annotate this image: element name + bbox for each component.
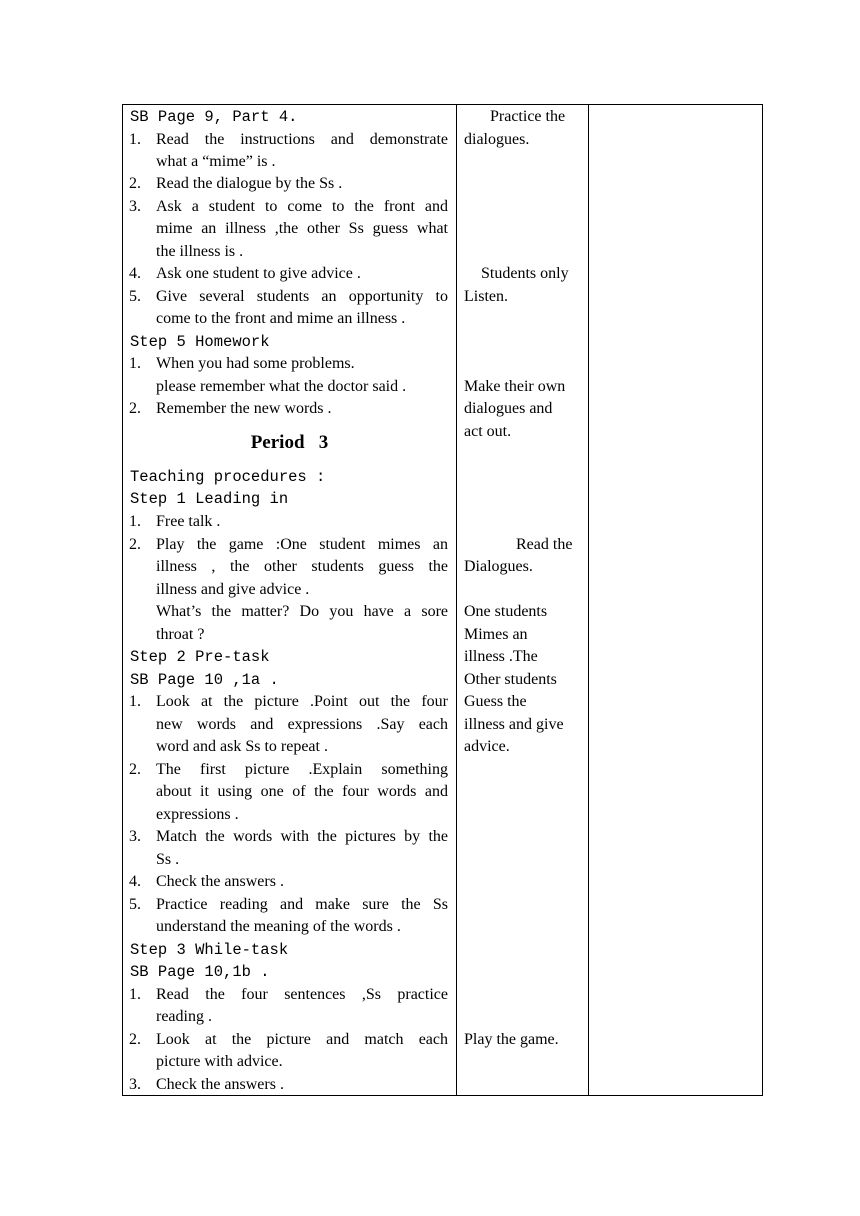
- lesson-table: SB Page 9, Part 4. 1. Read the instructions and demonstrate what a “mime” is . 2. Read the dialogue by the Ss . 3. Ask a student to come to the front and mime an illness ,the other Ss guess what the illness is . 4. Ask one student to give advice . 5. Give several students an opportunity to come to the front and mime an illness . Step 5 Homework 1. When you had some problems. please remember what the doctor said . 2. Remember the new words . Period 3 Teaching procedures : Step 1 Leading in 1. Free talk . 2. Play the game :One student mimes an illness , the other students guess the illness and give advice . What’s the matter? Do you have a sore throat ? Step 2 Pre-task SB Page 10 ,1a . 1. Look at the picture .Point out the four new words and expressions .Say each word and ask Ss to repeat . 2. The first picture .Explain something about it using one of the four words and expressions . 3. Match the words with the pictures by the Ss . 4. Check the answers . 5. Practice reading and make sure the Ss understand the meaning of the words . Step 3 While-task SB Page 10,1b . 1. Read the four sentences ,Ss practice reading . 2. Look at the picture and match each picture with advice. 3. Check the answers . Practice the dialogues. Students only Listen. Make their own dialogues and act out. Read the Dialogues. One students Mimes an illness .The Other students Guess the illness and give advice. Play the game.: [122, 104, 763, 1096]
- section-heading: SB Page 10,1b .: [130, 963, 270, 981]
- teaching-procedures-heading: Teaching procedures :: [130, 468, 326, 486]
- period-title: Period 3: [250, 432, 329, 453]
- column-divider: [456, 105, 457, 1095]
- step-heading: Step 5 Homework: [130, 333, 270, 351]
- section-heading: SB Page 10 ,1a .: [130, 671, 279, 689]
- notes-column: [589, 105, 762, 1095]
- step-heading: Step 2 Pre-task: [130, 648, 270, 666]
- step-heading: Step 1 Leading in: [130, 490, 289, 508]
- section-heading: SB Page 9, Part 4.: [130, 108, 298, 126]
- step-heading: Step 3 While-task: [130, 941, 289, 959]
